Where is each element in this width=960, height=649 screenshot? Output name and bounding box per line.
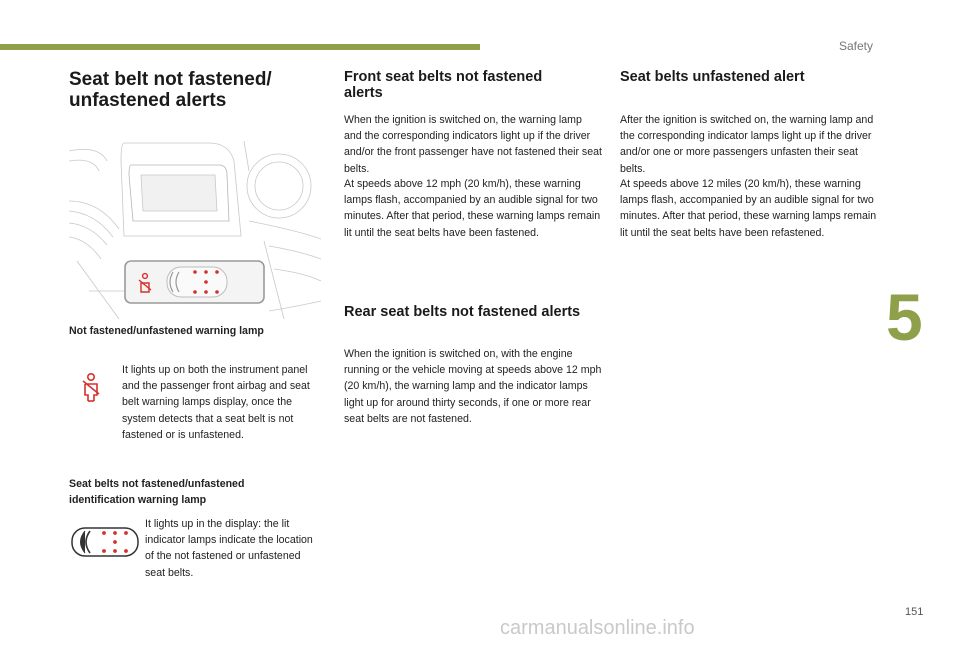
unfastened-alert-text-1: After the ignition is switched on, the warning lamp and the corresponding indicator lamps light up if the driver and/or one or more passengers unfasten their seat belts. <box>620 114 874 175</box>
watermark: carmanualsonline.info <box>500 617 695 639</box>
unfastened-alert-text-2: At speeds above 12 miles (20 km/h), these warning lamps flash, accompanied by an audible signal for two minutes. After that period, these warning lamps remain lit until the seat belts have been refastened. <box>620 178 877 239</box>
dashboard-illustration <box>69 141 321 321</box>
identification-lamp-description: It lights up in the display: the lit indicator lamps indicate the location of the not fastened or unfastened seat belts. <box>145 518 313 579</box>
rear-seatbelts-heading: Rear seat belts not fastened alerts <box>344 304 581 320</box>
front-seatbelts-heading: Front seat belts not fastened alerts <box>344 69 543 101</box>
seat-layout-icon <box>71 526 139 558</box>
chapter-number: 5 <box>886 280 923 354</box>
section-label: Safety <box>838 39 873 53</box>
header-accent-bar <box>0 44 480 50</box>
unfastened-alert-heading: Seat belts unfastened alert <box>620 69 805 85</box>
rear-seatbelts-text: When the ignition is switched on, with the engine running or the vehicle moving at speeds above 12 mph (20 km/h), the warning lamp and the indicator lamps light up for around thirty seconds, if one or more rear seat belts are not fastened. <box>344 348 602 425</box>
warning-lamp-description: It lights up on both the instrument panel and the passenger front airbag and seat belt warning lamps display, once the system detects that a seat belt is not fastened or is unfastened. <box>122 364 310 441</box>
page-title-text: Seat belt not fastened/ unfastened alerts <box>69 69 272 111</box>
front-seatbelts-text-2: At speeds above 12 mph (20 km/h), these warning lamps flash, accompanied by an audible signal for two minutes. After that period, these warning lamps remain lit until the seat belts have been fastened. <box>344 178 601 239</box>
page-number: 151 <box>905 606 924 618</box>
seatbelt-warning-icon <box>81 373 101 403</box>
front-seatbelts-text-1: When the ignition is switched on, the warning lamp and the corresponding indicators light up if the driver and/or the front passenger have not fastened their seat belts. <box>344 114 602 175</box>
page-title <box>69 69 319 111</box>
caption-identification-lamp: Seat belts not fastened/unfastened identification warning lamp <box>69 478 245 506</box>
caption-warning-lamp: Not fastened/unfastened warning lamp <box>69 325 264 337</box>
